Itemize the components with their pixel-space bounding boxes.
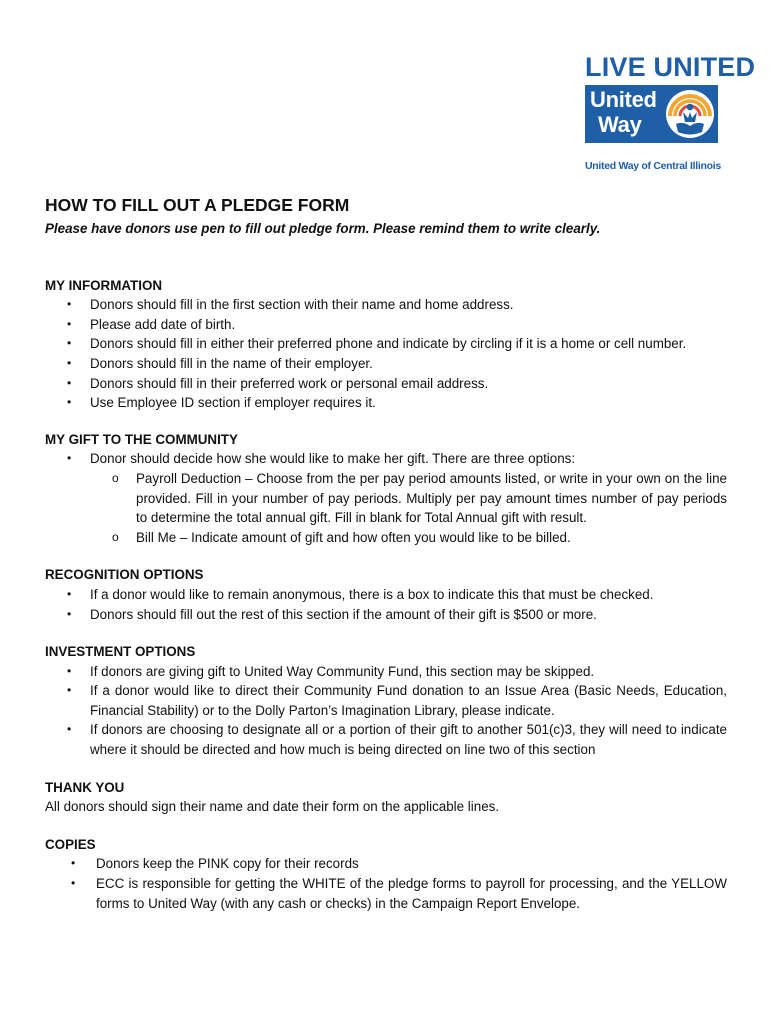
bullet-icon: • (67, 297, 72, 312)
section-my-information (45, 276, 727, 413)
list-item (45, 605, 727, 625)
list-item (45, 585, 727, 605)
sub-list-item (90, 469, 727, 528)
list-item-text: Donors should fill in their preferred work or personal email address. (90, 375, 489, 391)
list-item-text: Donor should decide how she would like to make her gift. There are three options: (90, 451, 576, 467)
list-item (45, 315, 727, 335)
logo-name-line2: Way (598, 112, 642, 137)
section-heading: INVESTMENT OPTIONS (45, 644, 196, 660)
section-recognition (45, 565, 727, 624)
bullet-list (45, 854, 727, 913)
bullet-icon: • (67, 316, 72, 331)
section-text: All donors should sign their name and date their form on the applicable lines. (45, 799, 500, 815)
list-item-text: Donors keep the PINK copy for their records (96, 856, 359, 872)
bullet-icon: • (67, 375, 72, 390)
list-item-text: Donors should fill in the name of their employer. (90, 355, 373, 371)
list-item (45, 681, 727, 720)
logo-tagline: LIVE UNITED (585, 52, 756, 82)
list-item-text: If a donor would like to remain anonymous, there is a box to indicate this that must be checked. (90, 586, 654, 602)
logo-name-line1: United (590, 87, 657, 112)
page-title: HOW TO FILL OUT A PLEDGE FORM (45, 195, 350, 215)
list-item-text: If a donor would like to direct their Community Fund donation to an Issue Area (Basic Needs, Education, Financial Stability) or to the Dolly Parton’s Imagination Library, please indicate. (90, 683, 727, 718)
hand-rainbow-icon (665, 88, 715, 140)
circle-bullet-icon: o (112, 470, 119, 485)
section-heading: MY GIFT TO THE COMMUNITY (45, 431, 238, 447)
sub-list-item (90, 528, 727, 548)
circle-bullet-icon: o (112, 529, 119, 544)
section-heading: THANK YOU (45, 779, 125, 795)
list-item-text: Use Employee ID section if employer requires it. (90, 395, 376, 411)
logo-mark (585, 85, 718, 143)
document-body (45, 193, 727, 913)
list-item (45, 720, 727, 759)
bullet-icon: • (67, 586, 72, 601)
bullet-list (45, 585, 727, 624)
bullet-icon: • (67, 355, 72, 370)
list-item-text: Donors should fill out the rest of this section if the amount of their gift is $500 or more. (90, 606, 597, 622)
logo-chapter: United Way of Central Illinois (585, 160, 721, 172)
sub-bullet-list (90, 469, 727, 547)
list-item (45, 874, 727, 913)
list-item-text: If donors are giving gift to United Way Community Fund, this section may be skipped. (90, 663, 595, 679)
bullet-icon: • (67, 606, 72, 621)
list-item-text: Please add date of birth. (90, 316, 236, 332)
sub-list-item-text: Payroll Deduction – Choose from the per pay period amounts listed, or write in your own on the line provided. Fill in your number of pay periods. Multiply per pay amount times number of pay periods to determine the total annual gift. Fill in blank for Total Annual gift with result. (136, 470, 727, 526)
bullet-icon: • (67, 451, 72, 466)
bullet-icon: • (67, 336, 72, 351)
section-thank-you (45, 778, 727, 817)
list-item (45, 295, 727, 315)
list-item (45, 334, 727, 354)
bullet-icon: • (67, 663, 72, 678)
bullet-list (45, 295, 727, 413)
list-item (45, 393, 727, 413)
list-item (45, 662, 727, 682)
list-item-text: If donors are choosing to designate all or a portion of their gift to another 501(c)3, they will need to indicate where it should be directed and how much is being directed on line two of this section (90, 722, 727, 758)
section-heading: MY INFORMATION (45, 277, 163, 293)
page-subtitle: Please have donors use pen to fill out pledge form. Please remind them to write clearly. (45, 221, 601, 236)
list-item-text: ECC is responsible for getting the WHITE of the pledge forms to payroll for processing, and the YELLOW forms to United Way (with any cash or checks) in the Campaign Report Envelope. (96, 876, 727, 911)
bullet-icon: • (67, 722, 72, 737)
bullet-icon: • (71, 876, 76, 891)
united-way-logo (585, 52, 756, 172)
section-copies (45, 835, 727, 913)
list-item-text: Donors should fill in either their preferred phone and indicate by circling if it is a home or cell number. (90, 336, 687, 352)
bullet-list (45, 449, 727, 547)
list-item (45, 354, 727, 374)
list-item-text: Donors should fill in the first section with their name and home address. (90, 297, 514, 313)
bullet-icon: • (67, 395, 72, 410)
section-investment (45, 642, 727, 760)
list-item (45, 374, 727, 394)
bullet-icon: • (71, 856, 76, 871)
list-item (45, 854, 727, 874)
sub-list-item-text: Bill Me – Indicate amount of gift and how often you would like to be billed. (136, 529, 571, 545)
bullet-icon: • (67, 683, 72, 698)
section-heading: COPIES (45, 836, 96, 852)
section-my-gift (45, 430, 727, 548)
list-item (45, 449, 727, 547)
section-heading: RECOGNITION OPTIONS (45, 567, 204, 583)
bullet-list (45, 662, 727, 760)
